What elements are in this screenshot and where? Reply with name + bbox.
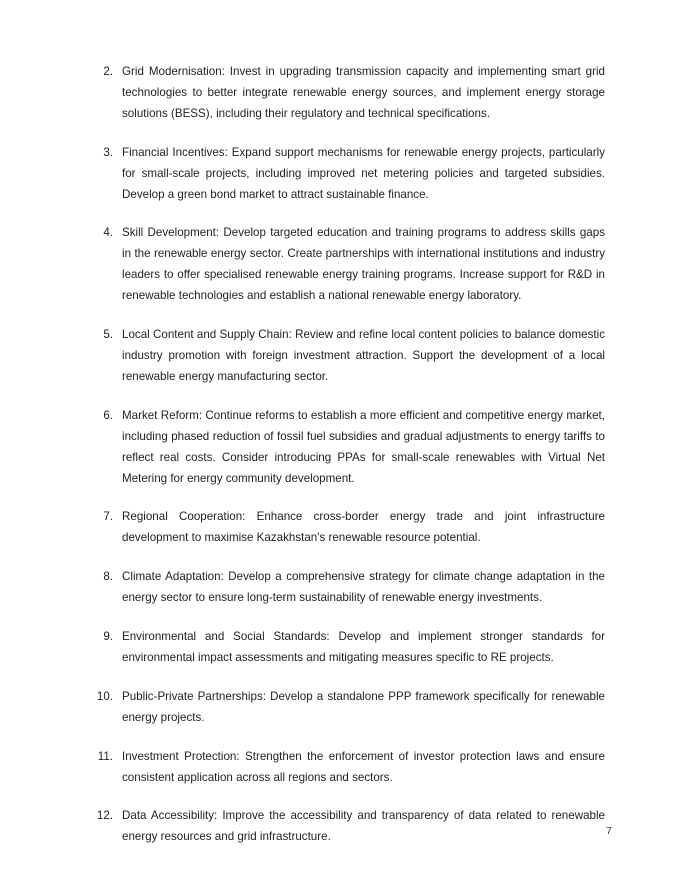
numbered-list	[88, 62, 605, 848]
list-item	[88, 62, 605, 125]
list-item-marker: 5.	[103, 328, 113, 342]
list-item	[88, 223, 605, 307]
list-item-text: Data Accessibility: Improve the accessibility and transparency of data related to renewable energy resources and grid infrastructure.	[122, 809, 605, 844]
list-item-text: Environmental and Social Standards: Develop and implement stronger standards for environmental impact assessments and mitigating measures specific to RE projects.	[122, 630, 605, 664]
list-item-text: Market Reform: Continue reforms to establish a more efficient and competitive energy market, including phased reduction of fossil fuel subsidies and gradual adjustments to energy tariffs to reflect real costs. Consider introducing PPAs for small-scale renewables with Virtual Net Metering for energy community development.	[122, 408, 605, 485]
list-item-text: Public-Private Partnerships: Develop a standalone PPP framework specifically for renewable energy projects.	[122, 689, 605, 724]
list-item-marker: 12.	[96, 809, 113, 823]
list-item-marker: 9.	[103, 630, 113, 644]
list-item-text: Grid Modernisation: Invest in upgrading transmission capacity and implementing smart grid technologies to better integrate renewable energy sources, and implement energy storage solutions (BESS), including their regulatory and technical specifications.	[122, 65, 605, 120]
list-item-marker: 2.	[103, 65, 113, 78]
list-item	[88, 687, 605, 729]
list-item	[88, 507, 605, 549]
list-item-text: Regional Cooperation: Enhance cross-border energy trade and joint infrastructure development to maximise Kazakhstan's renewable resource potential.	[122, 510, 605, 545]
list-item-text: Skill Development: Develop targeted education and training programs to address skills gaps in the renewable energy sector. Create partnerships with international institutions and industry leaders to offer specialised renewable energy training programs. Increase support for R&D in renewable technologies and establish a national renewable energy laboratory.	[122, 226, 605, 303]
list-item-marker: 4.	[103, 226, 113, 240]
list-item-text: Local Content and Supply Chain: Review and refine local content policies to balance domestic industry promotion with foreign investment attraction. Support the development of a local renewable energy manufacturing sector.	[122, 328, 605, 383]
list-item-marker: 11.	[97, 749, 113, 763]
list-item-marker: 10.	[96, 689, 113, 703]
list-item-marker: 8.	[103, 570, 113, 584]
list-item	[88, 627, 605, 669]
list-item	[88, 747, 605, 789]
list-item	[88, 325, 605, 388]
list-item	[88, 567, 605, 609]
list-item-text: Investment Protection: Strengthen the enforcement of investor protection laws and ensure consistent application across all regions and sectors.	[122, 749, 605, 784]
page-number: 7	[606, 825, 612, 837]
list-item-text: Climate Adaptation: Develop a comprehensive strategy for climate change adaptation in the energy sector to ensure long-term sustainability of renewable energy investments.	[122, 570, 605, 605]
list-item	[88, 143, 605, 206]
list-item-marker: 7.	[103, 510, 113, 524]
list-item	[88, 406, 605, 490]
list-item-text: Financial Incentives: Expand support mechanisms for renewable energy projects, particularly for small-scale projects, including improved net metering policies and targeted subsidies. Develop a green bond market to attract sustainable finance.	[122, 145, 605, 201]
list-item-marker: 6.	[103, 408, 113, 422]
list-item-marker: 3.	[103, 145, 113, 159]
